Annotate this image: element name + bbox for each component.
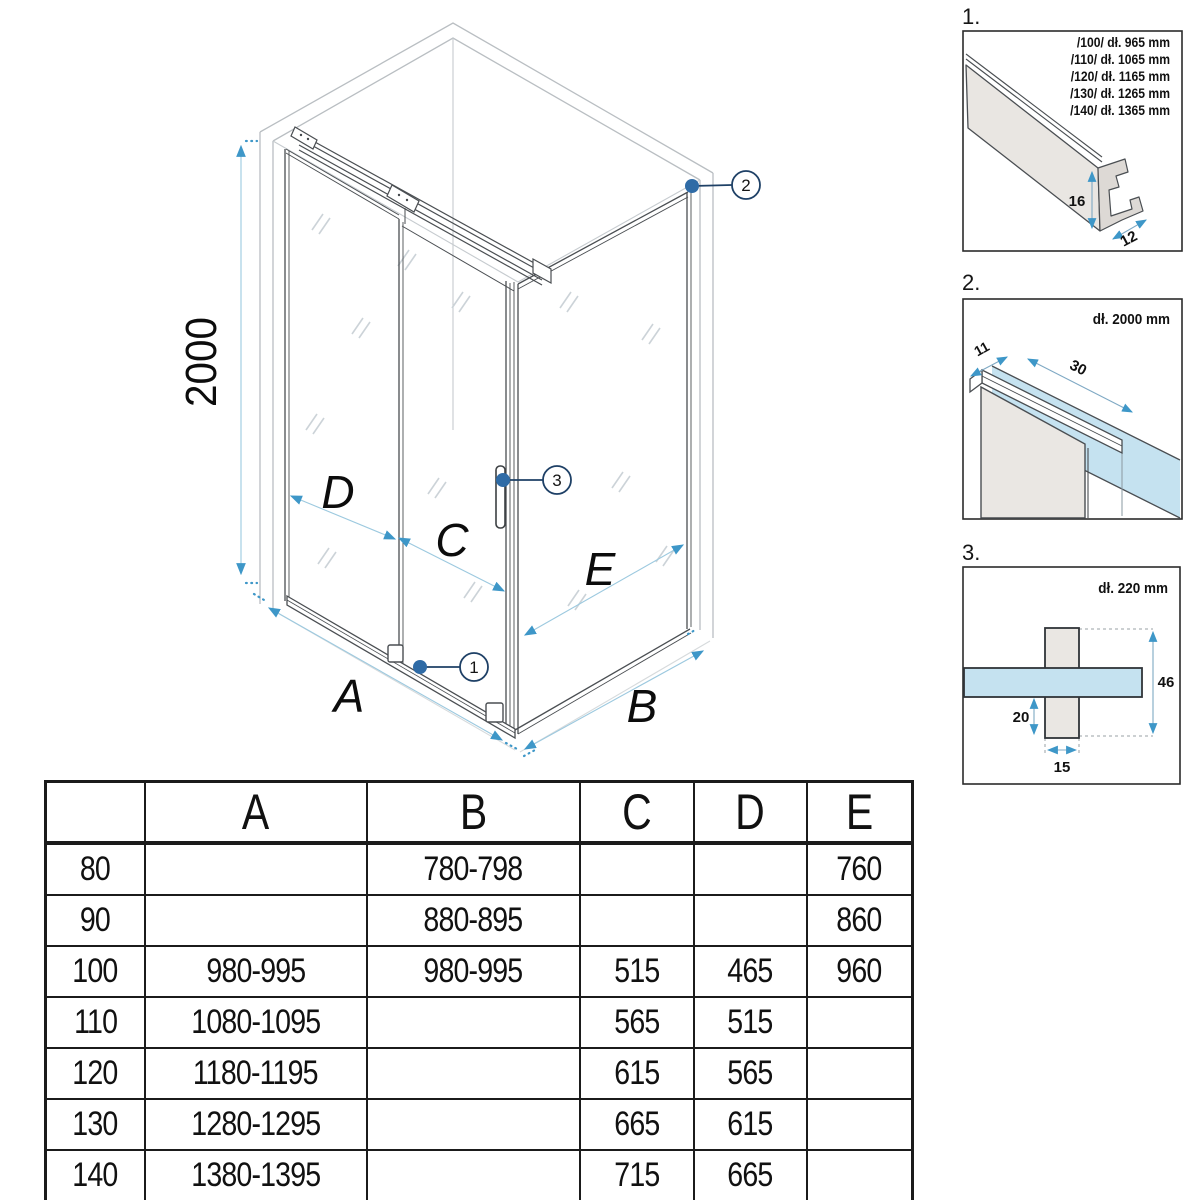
dimension-cell: 615: [694, 1099, 807, 1150]
connector-height-dim: 46: [1157, 674, 1175, 691]
dimension-cell: [145, 895, 367, 946]
dimension-cell: [694, 843, 807, 895]
dimension-cell: [367, 1048, 580, 1099]
callout-number-2: 2: [741, 176, 751, 195]
detail-3-connector: [962, 566, 1181, 785]
dimension-cell: 1080-1095: [145, 997, 367, 1048]
header-c: C: [580, 782, 694, 844]
rail-length-option: /130/ dł. 1265 mm: [1070, 85, 1170, 102]
header-e: E: [807, 782, 913, 844]
door-guide-block: [388, 645, 403, 662]
dimension-cell: 715: [580, 1150, 694, 1200]
profile-length: dł. 2000 mm: [1092, 311, 1170, 329]
dimension-cell: [807, 1150, 913, 1200]
connector-length: dł. 220 mm: [1098, 580, 1168, 598]
dimension-cell: 615: [580, 1048, 694, 1099]
wall-profile-drawing: [970, 366, 1180, 518]
dimension-cell: [145, 843, 367, 895]
rail-length-option: /120/ dł. 1165 mm: [1070, 68, 1170, 85]
dimension-cell: [580, 843, 694, 895]
rail-length-option: /140/ dł. 1365 mm: [1070, 102, 1170, 119]
depth-label-b: B: [626, 680, 658, 732]
dimension-cell: [807, 1099, 913, 1150]
detail-1-rail-profile: [962, 30, 1183, 252]
connector-width-dim: 15: [1053, 759, 1071, 776]
dimension-cell: 665: [694, 1150, 807, 1200]
dimension-cell: [580, 895, 694, 946]
table-row: [46, 1150, 913, 1200]
rail-length-option: /110/ dł. 1065 mm: [1070, 51, 1170, 68]
header-d: D: [694, 782, 807, 844]
fixed-label-d: D: [321, 466, 355, 518]
detail-2-label: 2.: [962, 270, 981, 295]
dimension-cell: 1380-1395: [145, 1150, 367, 1200]
header-b: B: [367, 782, 580, 844]
connector-offset-dim: 20: [1012, 709, 1030, 726]
dimension-cell: 565: [580, 997, 694, 1048]
row-size-cell: 80: [46, 843, 145, 895]
table-row: [46, 997, 913, 1048]
panel-label-e: E: [584, 543, 616, 595]
size-table: [44, 780, 914, 1200]
dimension-cell: 760: [807, 843, 913, 895]
row-size-cell: 140: [46, 1150, 145, 1200]
callout-dot-1: [413, 660, 427, 674]
table-row: [46, 946, 913, 997]
row-size-cell: 130: [46, 1099, 145, 1150]
header-size: [46, 782, 145, 844]
rail-depth-dim: 12: [1117, 227, 1141, 251]
dimension-cell: 515: [694, 997, 807, 1048]
dimension-cell: [807, 1048, 913, 1099]
dimension-cell: 860: [807, 895, 913, 946]
door-guide-block: [486, 703, 503, 722]
rail-height-dim: 16: [1068, 193, 1086, 210]
header-a: A: [145, 782, 367, 844]
dimension-cell: 665: [580, 1099, 694, 1150]
callout-number-1: 1: [469, 658, 479, 677]
dimension-cell: [367, 1099, 580, 1150]
row-size-cell: 90: [46, 895, 145, 946]
dimension-cell: 980-995: [367, 946, 580, 997]
height-dimension-label: 2000: [176, 316, 226, 408]
dimension-cell: 515: [580, 946, 694, 997]
rail-roller-left: [291, 127, 317, 149]
detail-2-wall-profile: [962, 298, 1183, 520]
detail-1-label: 1.: [962, 4, 981, 29]
dimension-cell: 880-895: [367, 895, 580, 946]
dimension-cell: [807, 997, 913, 1048]
dimension-cell: 960: [807, 946, 913, 997]
dimension-cell: [367, 997, 580, 1048]
table-row: [46, 895, 913, 946]
callout-dot-3: [496, 473, 510, 487]
spec-table-body: [46, 843, 913, 1200]
row-size-cell: 120: [46, 1048, 145, 1099]
dimension-cell: 980-995: [145, 946, 367, 997]
dimension-cell: 1180-1195: [145, 1048, 367, 1099]
dimension-cell: 465: [694, 946, 807, 997]
table-header-row: [46, 782, 913, 844]
dimension-cell: [367, 1150, 580, 1200]
dimension-cell: 780-798: [367, 843, 580, 895]
table-row: [46, 1099, 913, 1150]
channel-width-dim: 11: [971, 338, 992, 360]
channel-depth-dim: 30: [1066, 356, 1090, 380]
detail-3-label: 3.: [962, 540, 981, 565]
table-row: [46, 1048, 913, 1099]
row-size-cell: 110: [46, 997, 145, 1048]
dimension-cell: [694, 895, 807, 946]
callout-number-3: 3: [552, 471, 562, 490]
connector-drawing: [964, 628, 1142, 738]
callout-dot-2: [685, 179, 699, 193]
door-label-c: C: [435, 514, 469, 566]
dimension-cell: 565: [694, 1048, 807, 1099]
width-label-a: A: [333, 670, 365, 722]
row-size-cell: 100: [46, 946, 145, 997]
table-row: [46, 843, 913, 895]
rail-length-option: /100/ dł. 965 mm: [1076, 34, 1170, 51]
dimension-cell: 1280-1295: [145, 1099, 367, 1150]
